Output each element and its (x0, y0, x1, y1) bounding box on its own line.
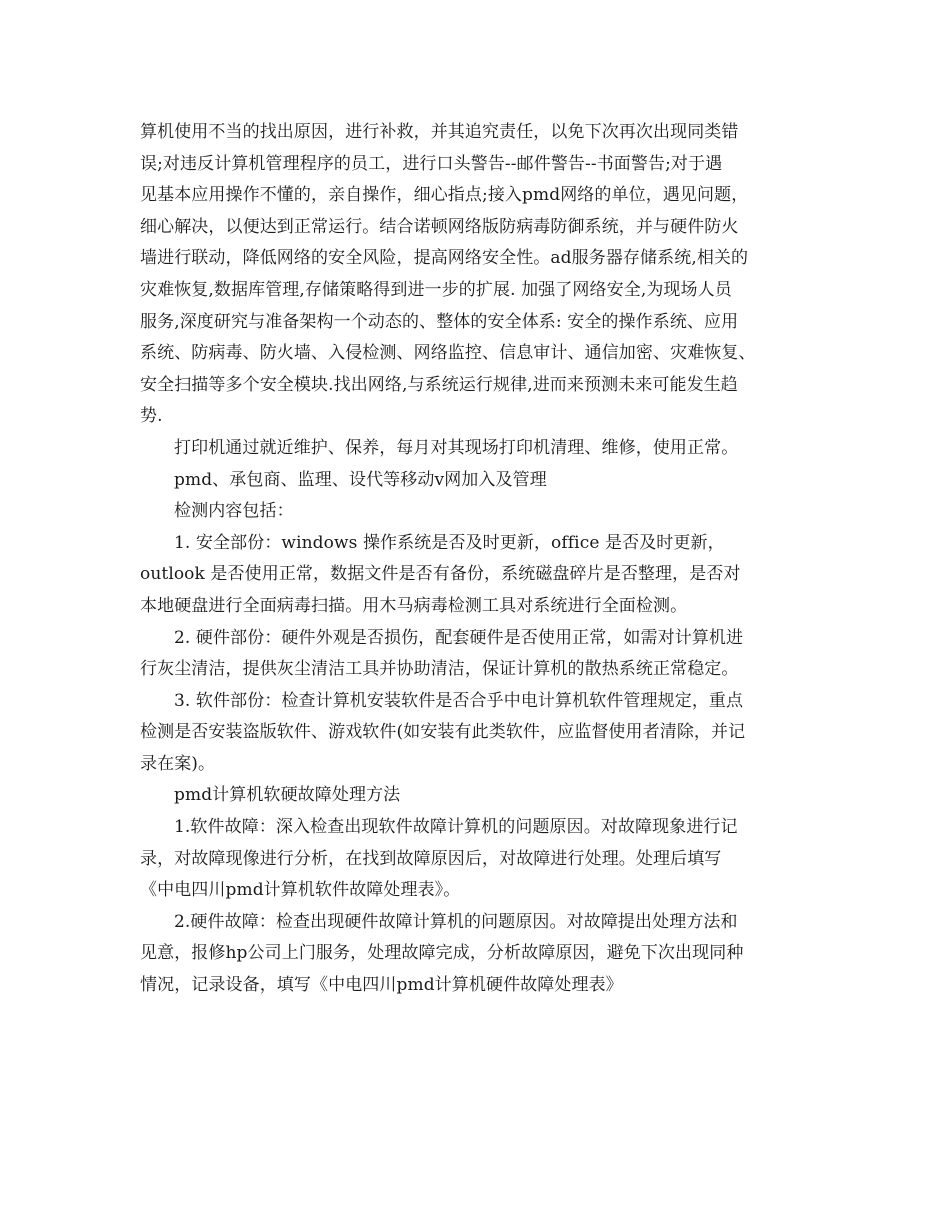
text-line: 见意，报修hp公司上门服务，处理故障完成，分析故障原因，避免下次出现同种 (140, 943, 744, 964)
paragraph-printer-maintenance: 打印机通过就近维护、保养，每月对其现场打印机清理、维修，使用正常。 (174, 437, 739, 458)
text-line: 录在案)。 (140, 753, 216, 774)
text-line: 《中电四川pmd计算机软件故障处理表》。 (140, 880, 461, 901)
list-item-software-fault: 1.软件故障：深入检查出现软件故障计算机的问题原因。对故障现象进行记 (174, 817, 738, 838)
text-line: 见基本应用操作不懂的，亲自操作，细心指点;接入pmd网络的单位，遇见问题， (140, 185, 749, 206)
list-item-hardware-fault: 2.硬件故障：检查出现硬件故障计算机的问题原因。对故障提出处理方法和 (174, 911, 738, 932)
document-body (140, 117, 810, 1002)
text-line: 情况，记录设备，填写《中电四川pmd计算机硬件故障处理表》 (140, 975, 623, 996)
text-line: 算机使用不当的找出原因，进行补救，并其追究责任，以免下次再次出现同类错 (140, 122, 739, 142)
text-line: 灾难恢复,数据库管理,存储策略得到进一步的扩展. 加强了网络安全,为现场人员 (140, 279, 732, 300)
paragraph-mobile-vnet: pmd、承包商、监理、设代等移动v网加入及管理 (174, 469, 547, 490)
text-line: 系统、防病毒、防火墙、入侵检测、网络监控、信息审计、通信加密、灾难恢复、 (140, 343, 756, 364)
text-line: 墙进行联动，降低网络的安全风险，提高网络安全性。ad服务器存储系统,相关的 (140, 248, 749, 269)
text-line: 误;对违反计算机管理程序的员工，进行口头警告--邮件警告--书面警告;对于遇 (140, 153, 723, 174)
list-item-security: 1. 安全部份：windows 操作系统是否及时更新，office 是否及时更新， (174, 532, 725, 553)
list-item-hardware: 2. 硬件部份：硬件外观是否损伤，配套硬件是否使用正常，如需对计算机进 (174, 627, 744, 648)
paragraph-check-contents: 检测内容包括： (174, 501, 294, 522)
text-line: outlook 是否使用正常，数据文件是否有备份，系统磁盘碎片是否整理，是否对 (140, 564, 741, 585)
text-line: 行灰尘清洁，提供灰尘清洁工具并协助清洁，保证计算机的散热系统正常稳定。 (140, 659, 739, 680)
text-line: 检测是否安装盗版软件、游戏软件(如安装有此类软件，应监督使用者清除，并记 (140, 722, 746, 743)
text-line: 服务,深度研究与准备架构一个动态的、整体的安全体系: 安全的操作系统、应用 (140, 311, 739, 332)
text-line: 势. (140, 406, 163, 427)
text-line: 安全扫描等多个安全模块.找出网络,与系统运行规律,进而来预测未来可能发生趋 (140, 374, 738, 395)
section-heading-fault-handling: pmd计算机软硬故障处理方法 (174, 785, 401, 806)
text-line: 录，对故障现像进行分析，在找到故障原因后，对故障进行处理。处理后填写 (140, 848, 722, 869)
text-line: 本地硬盘进行全面病毒扫描。用木马病毒检测工具对系统进行全面检测。 (140, 595, 688, 616)
list-item-software: 3. 软件部份：检查计算机安装软件是否合乎中电计算机软件管理规定，重点 (174, 690, 744, 711)
text-line: 细心解决，以便达到正常运行。结合诺顿网络版防病毒防御系统，并与硬件防火 (140, 216, 739, 237)
